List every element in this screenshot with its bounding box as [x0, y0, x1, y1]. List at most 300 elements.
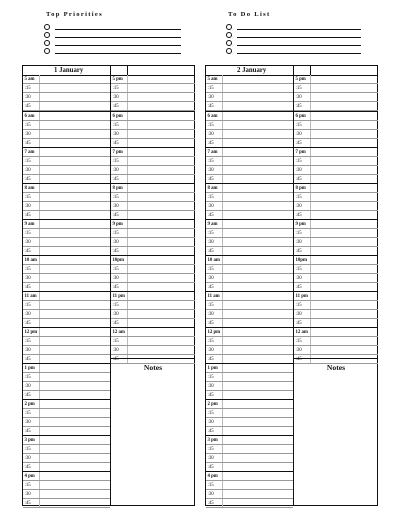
slot-separator	[127, 193, 128, 201]
slot-separator	[127, 229, 128, 237]
writing-line[interactable]	[237, 29, 361, 30]
notes-label: Notes	[326, 363, 346, 372]
slot-separator	[39, 337, 40, 345]
time-slot[interactable]	[111, 157, 195, 166]
time-slot[interactable]	[294, 75, 378, 84]
time-slot[interactable]	[111, 202, 195, 211]
minute-label: :30	[207, 94, 214, 100]
minute-label: :45	[112, 356, 119, 362]
slot-separator	[127, 148, 128, 156]
hour-label: 5 am	[207, 76, 218, 82]
time-slot[interactable]	[23, 364, 110, 373]
time-slot[interactable]	[111, 310, 195, 319]
time-slot[interactable]	[294, 337, 378, 346]
time-slot[interactable]	[206, 184, 293, 193]
time-slot[interactable]	[206, 346, 293, 355]
checkbox-circle-icon[interactable]	[44, 40, 50, 46]
minute-label: :15	[207, 338, 214, 344]
time-slot[interactable]	[23, 337, 110, 346]
time-slot[interactable]	[23, 445, 110, 454]
hour-label: 7 am	[24, 149, 35, 155]
slot-separator	[222, 499, 223, 507]
time-slot[interactable]	[206, 328, 293, 337]
minute-label: :30	[112, 311, 119, 317]
time-slot[interactable]	[206, 364, 293, 373]
time-slot[interactable]	[111, 148, 195, 157]
time-slot[interactable]	[206, 75, 293, 84]
slot-separator	[222, 229, 223, 237]
hour-block	[111, 219, 195, 255]
time-slot[interactable]	[206, 238, 293, 247]
morning-column	[23, 75, 110, 507]
time-slot[interactable]	[23, 102, 110, 111]
slot-separator	[222, 238, 223, 246]
slot-separator	[127, 84, 128, 92]
minute-label: :30	[112, 131, 119, 137]
writing-line[interactable]	[237, 53, 361, 54]
morning-column	[206, 75, 293, 507]
minute-label: :15	[24, 482, 31, 488]
slot-separator	[127, 139, 128, 147]
time-slot[interactable]	[23, 499, 110, 508]
time-slot[interactable]	[206, 472, 293, 481]
time-slot[interactable]	[111, 292, 195, 301]
slot-separator	[222, 184, 223, 192]
hour-label: 5 pm	[112, 76, 123, 82]
minute-label: :15	[295, 338, 302, 344]
time-slot[interactable]	[206, 445, 293, 454]
minute-label: :15	[24, 410, 31, 416]
slot-separator	[39, 472, 40, 480]
hour-label: 9 am	[24, 221, 35, 227]
time-slot[interactable]	[206, 229, 293, 238]
minute-label: :45	[112, 248, 119, 254]
time-slot[interactable]	[206, 166, 293, 175]
time-slot[interactable]	[111, 256, 195, 265]
time-slot[interactable]	[23, 238, 110, 247]
time-slot[interactable]	[23, 346, 110, 355]
minute-label: :15	[24, 374, 31, 380]
slot-separator	[127, 75, 128, 83]
checkbox-circle-icon[interactable]	[44, 32, 50, 38]
time-slot[interactable]	[23, 130, 110, 139]
slot-separator	[222, 102, 223, 110]
minute-label: :45	[207, 248, 214, 254]
hour-label: 11 am	[207, 293, 220, 299]
slot-separator	[127, 274, 128, 282]
slot-separator	[39, 373, 40, 381]
checkbox-circle-icon[interactable]	[226, 32, 232, 38]
slot-separator	[310, 184, 311, 192]
hour-block	[23, 363, 110, 399]
time-slot[interactable]	[294, 220, 378, 229]
minute-label: :30	[24, 167, 31, 173]
time-slot[interactable]	[206, 193, 293, 202]
time-slot[interactable]	[294, 93, 378, 102]
time-slot[interactable]	[206, 256, 293, 265]
hour-label: 12 pm	[207, 329, 221, 335]
time-slot[interactable]	[23, 400, 110, 409]
hour-label: 6 am	[24, 113, 35, 119]
time-slot[interactable]	[23, 490, 110, 499]
slot-separator	[222, 139, 223, 147]
minute-label: :15	[207, 446, 214, 452]
slot-separator	[222, 112, 223, 120]
time-slot[interactable]	[111, 337, 195, 346]
hour-block	[23, 327, 110, 363]
slot-separator	[222, 157, 223, 165]
time-slot[interactable]	[23, 112, 110, 121]
minute-label: :15	[112, 302, 119, 308]
time-slot[interactable]	[111, 112, 195, 121]
hour-label: 5 pm	[295, 76, 306, 82]
slot-separator	[310, 148, 311, 156]
time-slot[interactable]	[206, 436, 293, 445]
time-slot[interactable]	[294, 310, 378, 319]
time-slot[interactable]	[23, 166, 110, 175]
slot-separator	[39, 102, 40, 110]
slot-separator	[39, 193, 40, 201]
time-slot[interactable]	[294, 202, 378, 211]
time-slot[interactable]	[206, 274, 293, 283]
minute-label: :30	[24, 383, 31, 389]
time-slot[interactable]	[206, 84, 293, 93]
time-slot[interactable]	[206, 454, 293, 463]
minute-label: :30	[207, 311, 214, 317]
checkbox-circle-icon[interactable]	[226, 48, 232, 54]
time-slot[interactable]	[294, 84, 378, 93]
hour-label: 5 am	[24, 76, 35, 82]
writing-line[interactable]	[237, 45, 361, 46]
time-slot[interactable]	[206, 400, 293, 409]
hour-block	[23, 399, 110, 435]
time-slot[interactable]	[294, 148, 378, 157]
slot-separator	[310, 166, 311, 174]
time-slot[interactable]	[23, 202, 110, 211]
checkbox-circle-icon[interactable]	[226, 40, 232, 46]
writing-line[interactable]	[55, 37, 181, 38]
time-slot[interactable]	[111, 130, 195, 139]
hour-block	[23, 291, 110, 327]
time-slot[interactable]	[294, 193, 378, 202]
time-slot[interactable]	[23, 310, 110, 319]
hour-label: 8 pm	[295, 185, 306, 191]
slot-separator	[127, 93, 128, 101]
slot-separator	[222, 481, 223, 489]
slot-separator	[310, 112, 311, 120]
minute-label: :45	[207, 356, 214, 362]
time-slot[interactable]	[294, 166, 378, 175]
slot-separator	[39, 184, 40, 192]
slot-separator	[127, 292, 128, 300]
slot-separator	[39, 481, 40, 489]
slot-separator	[39, 93, 40, 101]
slot-separator	[127, 283, 128, 291]
time-slot[interactable]	[23, 220, 110, 229]
minute-label: :30	[207, 203, 214, 209]
slot-separator	[222, 84, 223, 92]
minute-label: :45	[207, 140, 214, 146]
time-slot[interactable]	[294, 121, 378, 130]
hour-block	[294, 183, 378, 219]
minute-label: :30	[112, 94, 119, 100]
time-slot[interactable]	[23, 265, 110, 274]
slot-separator	[127, 220, 128, 228]
hour-label: 11 pm	[112, 293, 125, 299]
slot-separator	[222, 75, 223, 83]
time-slot[interactable]	[206, 265, 293, 274]
slot-separator	[310, 93, 311, 101]
writing-line[interactable]	[55, 29, 181, 30]
slot-separator	[127, 130, 128, 138]
slot-separator	[127, 319, 128, 327]
hour-label: 2 pm	[207, 401, 218, 407]
time-slot[interactable]	[111, 301, 195, 310]
time-slot[interactable]	[206, 292, 293, 301]
time-slot[interactable]	[23, 274, 110, 283]
hour-block	[23, 435, 110, 471]
hour-block	[111, 147, 195, 183]
slot-separator	[222, 121, 223, 129]
time-slot[interactable]	[206, 112, 293, 121]
minute-label: :15	[295, 302, 302, 308]
slot-separator	[222, 490, 223, 498]
time-slot[interactable]	[294, 229, 378, 238]
minute-label: :15	[24, 194, 31, 200]
time-slot[interactable]	[206, 157, 293, 166]
time-slot[interactable]	[111, 84, 195, 93]
slot-separator	[222, 427, 223, 435]
minute-label: :45	[112, 320, 119, 326]
time-slot[interactable]	[206, 220, 293, 229]
hour-block	[111, 255, 195, 291]
time-slot[interactable]	[111, 328, 195, 337]
hour-label: 6 pm	[295, 113, 306, 119]
time-slot[interactable]	[23, 157, 110, 166]
minute-label: :15	[24, 158, 31, 164]
hour-block	[206, 435, 293, 471]
time-slot[interactable]	[23, 382, 110, 391]
hour-block	[111, 291, 195, 327]
time-slot[interactable]	[111, 102, 195, 111]
time-slot[interactable]	[23, 481, 110, 490]
time-slot[interactable]	[23, 184, 110, 193]
time-slot[interactable]	[23, 418, 110, 427]
time-slot[interactable]	[23, 328, 110, 337]
minute-label: :15	[207, 302, 214, 308]
time-slot[interactable]	[294, 301, 378, 310]
time-slot[interactable]	[206, 409, 293, 418]
time-slot[interactable]	[294, 184, 378, 193]
slot-separator	[310, 75, 311, 83]
hour-block	[206, 363, 293, 399]
time-slot[interactable]	[206, 490, 293, 499]
time-slot[interactable]	[206, 148, 293, 157]
time-slot[interactable]	[294, 292, 378, 301]
minute-label: :45	[112, 284, 119, 290]
time-slot[interactable]	[111, 220, 195, 229]
time-slot[interactable]	[111, 121, 195, 130]
minute-label: :30	[24, 131, 31, 137]
notes-label: Notes	[143, 363, 163, 372]
minute-label: :15	[24, 302, 31, 308]
time-slot[interactable]	[206, 481, 293, 490]
time-slot[interactable]	[294, 328, 378, 337]
time-slot[interactable]	[23, 301, 110, 310]
minute-label: :45	[207, 103, 214, 109]
minute-label: :15	[112, 85, 119, 91]
time-slot[interactable]	[23, 409, 110, 418]
slot-separator	[222, 274, 223, 282]
time-slot[interactable]	[111, 75, 195, 84]
time-slot[interactable]	[206, 202, 293, 211]
time-slot[interactable]	[23, 436, 110, 445]
time-slot[interactable]	[23, 93, 110, 102]
slot-separator	[127, 121, 128, 129]
slot-separator	[127, 175, 128, 183]
time-slot[interactable]	[23, 75, 110, 84]
time-slot[interactable]	[206, 130, 293, 139]
hour-label: 1 pm	[207, 365, 218, 371]
slot-separator	[39, 202, 40, 210]
minute-label: :30	[207, 491, 214, 497]
hour-label: 12 am	[112, 329, 125, 335]
slot-separator	[39, 436, 40, 444]
slot-separator	[127, 166, 128, 174]
writing-line[interactable]	[55, 45, 181, 46]
minute-label: :45	[295, 320, 302, 326]
time-slot[interactable]	[294, 238, 378, 247]
minute-label: :30	[207, 275, 214, 281]
time-slot[interactable]	[23, 229, 110, 238]
minute-label: :45	[24, 248, 31, 254]
time-slot[interactable]	[206, 93, 293, 102]
time-slot[interactable]	[294, 112, 378, 121]
time-slot[interactable]	[23, 472, 110, 481]
writing-line[interactable]	[237, 37, 361, 38]
minute-label: :45	[295, 176, 302, 182]
time-slot[interactable]	[111, 184, 195, 193]
time-slot[interactable]	[23, 193, 110, 202]
time-slot[interactable]	[294, 346, 378, 355]
slot-separator	[222, 445, 223, 453]
time-slot[interactable]	[294, 157, 378, 166]
hour-block	[206, 399, 293, 435]
slot-separator	[39, 84, 40, 92]
minute-label: :15	[295, 158, 302, 164]
slot-separator	[310, 346, 311, 354]
hour-label: 12 am	[295, 329, 308, 335]
hour-label: 6 pm	[112, 113, 123, 119]
time-slot[interactable]	[294, 130, 378, 139]
time-slot[interactable]	[23, 454, 110, 463]
checkbox-circle-icon[interactable]	[226, 24, 232, 30]
minute-label: :30	[24, 347, 31, 353]
time-slot[interactable]	[294, 265, 378, 274]
checkbox-circle-icon[interactable]	[44, 48, 50, 54]
time-slot[interactable]	[206, 310, 293, 319]
slot-separator	[222, 418, 223, 426]
writing-line[interactable]	[55, 53, 181, 54]
minute-label: :45	[295, 284, 302, 290]
time-slot[interactable]	[206, 382, 293, 391]
minute-label: :45	[112, 103, 119, 109]
minute-label: :15	[207, 85, 214, 91]
time-slot[interactable]	[23, 148, 110, 157]
hour-label: 1 pm	[24, 365, 35, 371]
slot-separator	[310, 193, 311, 201]
slot-separator	[39, 463, 40, 471]
slot-separator	[222, 166, 223, 174]
hour-label: 10pm	[295, 257, 307, 263]
time-slot[interactable]	[111, 346, 195, 355]
minute-label: :15	[207, 194, 214, 200]
slot-separator	[39, 328, 40, 336]
hour-block	[23, 219, 110, 255]
minute-label: :30	[207, 347, 214, 353]
slot-separator	[310, 238, 311, 246]
time-slot[interactable]	[206, 337, 293, 346]
slot-separator	[127, 310, 128, 318]
time-slot[interactable]	[111, 193, 195, 202]
minute-label: :45	[24, 284, 31, 290]
time-slot[interactable]	[111, 93, 195, 102]
time-slot[interactable]	[23, 121, 110, 130]
time-slot[interactable]	[294, 274, 378, 283]
minute-label: :45	[207, 176, 214, 182]
time-slot[interactable]	[294, 102, 378, 111]
time-slot[interactable]	[206, 121, 293, 130]
minute-label: :15	[24, 446, 31, 452]
minute-label: :15	[295, 85, 302, 91]
hour-block	[206, 219, 293, 255]
time-slot[interactable]	[111, 274, 195, 283]
time-slot[interactable]	[294, 256, 378, 265]
time-slot[interactable]	[111, 166, 195, 175]
slot-separator	[127, 238, 128, 246]
time-slot[interactable]	[206, 418, 293, 427]
hour-label: 12 pm	[24, 329, 38, 335]
hour-label: 3 pm	[207, 437, 218, 443]
slot-separator	[127, 247, 128, 255]
slot-separator	[222, 301, 223, 309]
time-slot[interactable]	[206, 499, 293, 508]
time-slot[interactable]	[206, 301, 293, 310]
time-slot[interactable]	[206, 102, 293, 111]
slot-separator	[310, 301, 311, 309]
slot-separator	[39, 175, 40, 183]
time-slot[interactable]	[23, 256, 110, 265]
time-slot[interactable]	[23, 84, 110, 93]
minute-label: :45	[24, 500, 31, 506]
time-slot[interactable]	[111, 229, 195, 238]
minute-label: :15	[112, 338, 119, 344]
minute-label: :30	[24, 94, 31, 100]
time-slot[interactable]	[206, 373, 293, 382]
slot-separator	[39, 490, 40, 498]
minute-label: :45	[295, 356, 302, 362]
checkbox-circle-icon[interactable]	[44, 24, 50, 30]
time-slot[interactable]	[111, 265, 195, 274]
minute-label: :30	[207, 455, 214, 461]
hour-label: 4 pm	[207, 473, 218, 479]
hour-label: 7 am	[207, 149, 218, 155]
time-slot[interactable]	[111, 238, 195, 247]
slot-separator	[310, 220, 311, 228]
time-slot[interactable]	[23, 373, 110, 382]
time-slot[interactable]	[23, 292, 110, 301]
hour-block	[206, 183, 293, 219]
